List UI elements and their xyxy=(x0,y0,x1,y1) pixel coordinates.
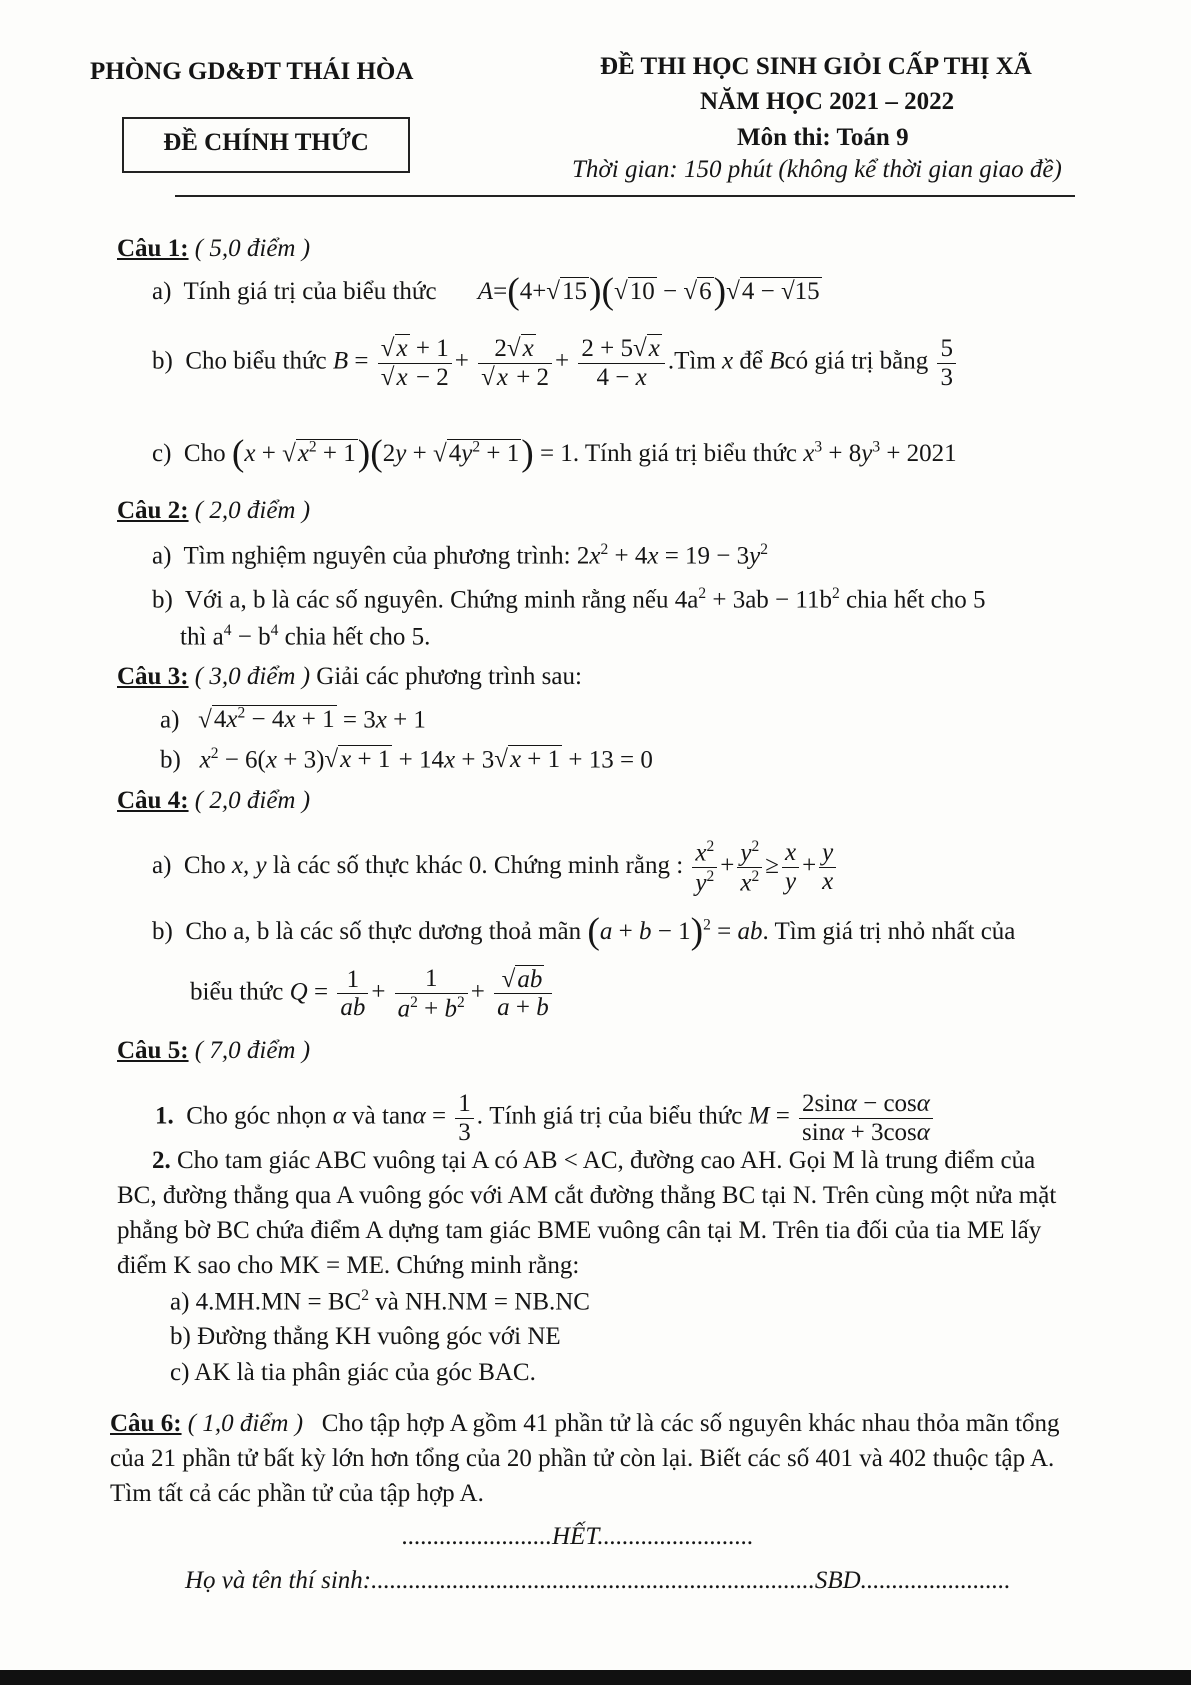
q5-c: c) AK là tia phân giác của góc BAC. xyxy=(170,1359,536,1386)
q1-c: c) Cho $(x + √x^2 + 1)(2y + √4y^2 + 1) = 1$. Tính giá trị biểu thức $x^3 + 8y^3 + 2021$ xyxy=(152,433,957,474)
q3-b: b) $x^2 - 6(x + 3)√x + 1 + 14x + 3√x + 1 + 13 = 0$ xyxy=(160,745,653,774)
subject: Môn thi: Toán 9 xyxy=(737,124,909,151)
q3-heading: Câu 3: ( 3,0 điểm ) Giải các phương trình sau: xyxy=(117,663,582,690)
q5-p2: 2. Cho tam giác ABC vuông tại A có AB < AC, đường cao AH. Gọi M là trung điểm của BC, đường thẳng qua A vuông góc với AM cắt đường thẳng BC tại N. Trên cùng một nửa mặt phẳng bờ BC chứa điểm A dựng tam giác BME vuông cân tại M. Trên tia đối của tia ME lấy điểm K sao cho MK = ME. Chứng minh rằng: xyxy=(117,1147,1057,1279)
exam-title: ĐỀ THI HỌC SINH GIỎI CẤP THỊ XÃ xyxy=(600,53,1032,80)
q2-heading: Câu 2: ( 2,0 điểm ) xyxy=(117,497,311,524)
scan-edge xyxy=(0,1670,1191,1685)
official-label: ĐỀ CHÍNH THỨC xyxy=(163,129,369,156)
q4-b-line2: biểu thức Q = $\frac{1}{ab}$ + $\frac{1}{a^2 + b^2}$ + $\frac{√ab}{a + b}$ xyxy=(190,965,555,1022)
q4-b: b) Cho a, b là các số thực dương thoả mãn $(a + b - 1)^2$ = ab. Tìm giá trị nhỏ nhất của xyxy=(152,911,1016,952)
school-year: NĂM HỌC 2021 – 2022 xyxy=(700,88,955,115)
exam-time: Thời gian: 150 phút (không kể thời gian giao đề) xyxy=(572,156,1062,183)
q3-a: a) $√4x^2 - 4x + 1 = 3x + 1$ xyxy=(160,705,426,734)
q4-heading: Câu 4: ( 2,0 điểm ) xyxy=(117,787,311,814)
q5-heading: Câu 5: ( 7,0 điểm ) xyxy=(117,1037,311,1064)
department-title: PHÒNG GD&ĐT THÁI HÒA xyxy=(90,58,414,85)
q1-a: a) Tính giá trị của biểu thức A=(4+√15)(√10 − √6)√4 − √15 xyxy=(152,271,820,312)
q1-a-formula: A xyxy=(477,278,494,305)
q2-a: a) Tìm nghiệm nguyên của phương trình: $2x^2 + 4x = 19 - 3y^2$ xyxy=(152,541,768,570)
official-box xyxy=(122,117,410,173)
q5-a: a) $4.MH.MN = BC^2$ và NH.NM = NB.NC xyxy=(170,1287,590,1316)
q1-heading: Câu 1: ( 5,0 điểm ) xyxy=(117,235,311,262)
q2-b-line2: thì $a^4 - b^4$ chia hết cho 5. xyxy=(180,622,431,651)
q2-b: b) Với a, b là các số nguyên. Chứng minh rằng nếu $4a^2 + 3ab - 11b^2$ chia hết cho 5 xyxy=(152,585,986,614)
q5-b: b) Đường thẳng KH vuông góc với NE xyxy=(170,1323,561,1350)
end-marker: ........................HẾT......................... xyxy=(402,1523,754,1550)
candidate-line: Họ và tên thí sinh:.......................................................................SBD........................ xyxy=(185,1567,1011,1594)
header-rule xyxy=(175,195,1075,197)
q4-a: a) Cho x, y là các số thực khác 0. Chứng minh rằng : $\frac{x^2}{y^2}$ + $\frac{y^2}{x^2}$ ≥ $\frac{x}{y}$ + $\frac{y}{x}$ xyxy=(152,838,839,897)
q6: Câu 6: ( 1,0 điểm ) Cho tập hợp A gồm 41 phần tử là các số nguyên khác nhau thỏa mãn tổng của 21 phần tử bất kỳ lớn hơn tổng của 20 phần tử còn lại. Biết các số 401 và 402 thuộc tập A. Tìm tất cả các phần tử của tập hợp A. xyxy=(110,1410,1060,1507)
q5-p1: 1. Cho góc nhọn α và tanα = $\frac{1}{3}$ . Tính giá trị của biểu thức M = $\frac{2\sin\alpha - \cos\alpha}{\sin\alpha + 3\cos\alpha}$ xyxy=(155,1090,936,1146)
q1-b: b) Cho biểu thức B = $\frac{√x + 1}{√x - 2}$ + $\frac{2√x}{√x + 2}$ + $\frac{2 + 5√x}{4 - x}$ .Tìm x để Bcó giá trị bằng $\frac{5}{3}$ xyxy=(152,335,959,391)
